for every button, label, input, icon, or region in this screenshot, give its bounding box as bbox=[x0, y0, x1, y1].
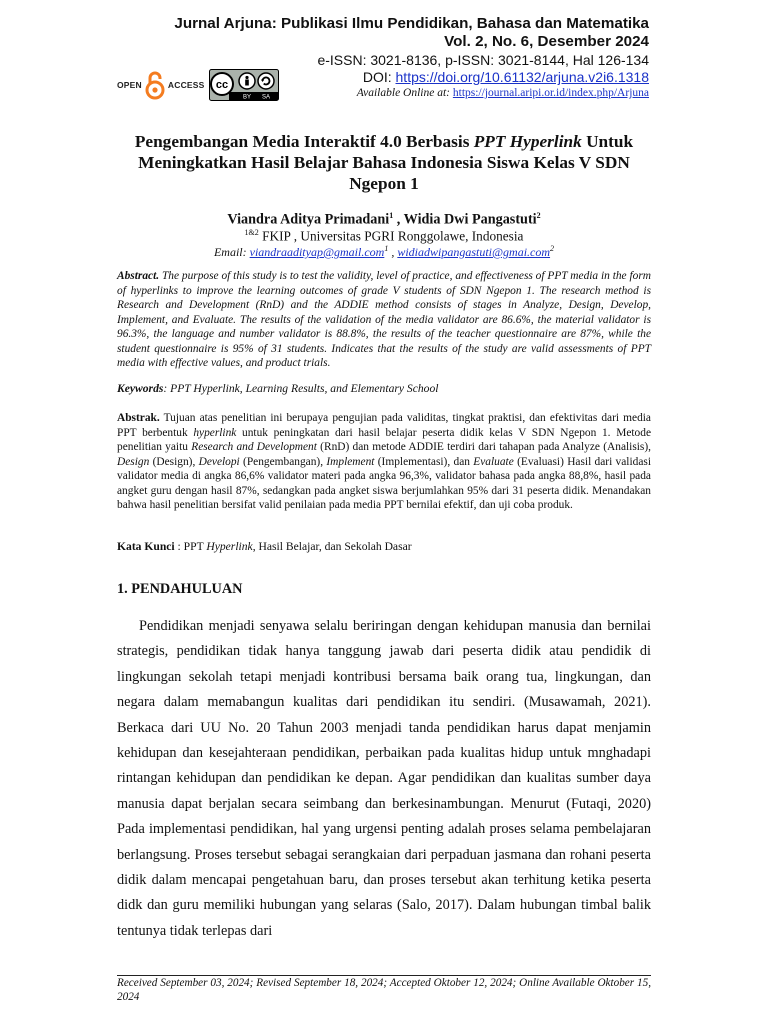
article-authors: Viandra Aditya Primadani$^1$ , Widia Dwi Pangastuti$^2$ bbox=[227, 211, 541, 228]
open-access-label-left: OPEN bbox=[117, 80, 142, 90]
cc-by-label: BY bbox=[242, 94, 251, 101]
cc-sa-label: SA bbox=[261, 94, 270, 101]
keywords-indonesian: Kata Kunci : PPT Hyperlink, Hasil Belajar, dan Sekolah Dasar bbox=[117, 540, 412, 553]
author-2: Widia Dwi Pangastuti bbox=[403, 211, 537, 228]
abstract-english: Abstract. The purpose of this study is to test the validity, level of practice, and effectiveness of PPT media in the form of hyperlinks to improve the learning outcomes of grade V students of SDN Ngepon 1. The research method is Research and Development (RnD) and the ADDIE method consists of stages in Analyze, Design, Develop, Implement, and Evaluate. The results of the validation of the media validator are 86.6%, the material validator is 96.3%, the language and number validator is 88.8%, the results of the teacher questionnaire are 87%, while the student questionnaire is 95% of 31 students. Indicates that the results of the study are valid assessments of PPT media with effective values, and product trials. bbox=[117, 270, 651, 369]
body-paragraph: Pendidikan menjadi senyawa selalu beriringan dengan kehidupan manusia dan bernilai strategis, pendidikan tidak hanya tanggung jawab dari peserta didik atau pendidik di lingkungan sekolah tetapi menjadi kontribusi bersama baik orang tua, lingkungan, dan negara dalam memabangun kualitas dari pendidikan itu sendiri. (Musawamah, 2021). Berkaca dari UU No. 20 Tahun 2003 menjadi tanda pendidikan harus dapat menjamin kehidupan dan kesejahteraan pendidikan, perbaikan pada kualitas hidup untuk mnghadapi rintangan kehidupan dan pendidikan ke depan. Agar pendidikan dan kualitas sumber daya manusia dapat berjalan secara seimbang dan berkesinambungan. Menurut (Futaqi, 2020) Pada implementasi pendidikan, hal yang urgensi penting adalah proses selama pembelajaran berlangsung. Proses tersebut sebagai serangkaian dari perpaduan jasmana dan rohani peserta didik dalam mencapai pengetahuan baru, dan proses tersebut akan terhitung ketika peserta didk dan guru memiliki hubungan yang selaras (Salo, 2017). Dalam hubungan timbal balik tentunya tidak terlepas dari bbox=[117, 618, 651, 939]
license-logos bbox=[117, 68, 279, 102]
abstract-indonesian: Abstrak. Tujuan atas penelitian ini berupaya pengujian pada validitas, tingkat praktisi, dan efektivitas dari media PPT berbentuk hyperlink untuk peningkatan dari hasil belajar peserta didik kelas V SDN Ngepon 1. Metode penelitian yaitu Research and Development (RnD) dan metode ADDIE terdiri dari tahapan pada Analyze (Analisis), Design (Design), Developi (Pengembangan), Implement (Implementasi), dan Evaluate (Evaluasi) Hasil dari validasi validator media di angka 86,6% validator materi pada angka 96,3%, validator bahasa pada angka 88,8%, hasil pada angket guru dengan hasil 87%, sedangkan pada angket siswa berjumlahkan 95% dari 31 peserta didik. Menandakan bahwa hasil penelitian bersifat valid penilaian pada media PPT bernilai efektif, dan uji coba produk. bbox=[117, 412, 651, 511]
author-emails: Email: viandraadityap@gmail.com$^1$ , widiadwipangastuti@gmai.com$^2$ bbox=[213, 244, 555, 259]
open-access-label-right: ACCESS bbox=[167, 80, 205, 90]
abstrak-label: Abstrak. bbox=[117, 412, 160, 424]
cc-by-sa-license-icon bbox=[209, 69, 279, 101]
doi-link[interactable]: https://doi.org/10.61132/arjuna.v2i6.1318 bbox=[395, 69, 649, 85]
email-link-2[interactable]: widiadwipangastuti@gmai.com bbox=[397, 245, 551, 259]
email-link-1[interactable]: viandraadityap@gmail.com bbox=[249, 245, 385, 259]
open-access-lock-icon bbox=[144, 70, 166, 100]
journal-issn: e-ISSN: 3021-8136, p-ISSN: 3021-8144, Hal 126-134 bbox=[317, 52, 649, 68]
article-title: Pengembangan Media Interaktif 4.0 Berbasis PPT Hyperlink Untuk Meningkatkan Hasil Belajar Bahasa Indonesia Siswa Kelas V SDN Ngepon 1 bbox=[134, 132, 634, 193]
section-heading: 1. PENDAHULUAN bbox=[117, 581, 243, 597]
submission-history: Received September 03, 2024; Revised September 18, 2024; Accepted Oktober 12, 2024; Online Available Oktober 15, 2024 bbox=[117, 977, 651, 1003]
journal-doi: DOI: https://doi.org/10.61132/arjuna.v2i6.1318 bbox=[362, 69, 649, 85]
abstract-label: Abstract. bbox=[117, 270, 160, 282]
keywords-english: Keywords: PPT Hyperlink, Learning Results, and Elementary School bbox=[117, 382, 439, 395]
journal-availability: Available Online at: https://journal.aripi.or.id/index.php/Arjuna bbox=[356, 87, 649, 99]
author-affiliation: $^{1\&2}$ FKIP , Universitas PGRI Ronggolawe, Indonesia bbox=[244, 228, 524, 244]
journal-url-link[interactable]: https://journal.aripi.or.id/index.php/Arjuna bbox=[452, 87, 649, 99]
author-1: Viandra Aditya Primadani bbox=[227, 211, 390, 228]
journal-name: Jurnal Arjuna: Publikasi Ilmu Pendidikan, Bahasa dan Matematika bbox=[174, 15, 649, 32]
svg-text:cc: cc bbox=[215, 79, 228, 91]
journal-volume: Vol. 2, No. 6, Desember 2024 bbox=[444, 33, 649, 50]
